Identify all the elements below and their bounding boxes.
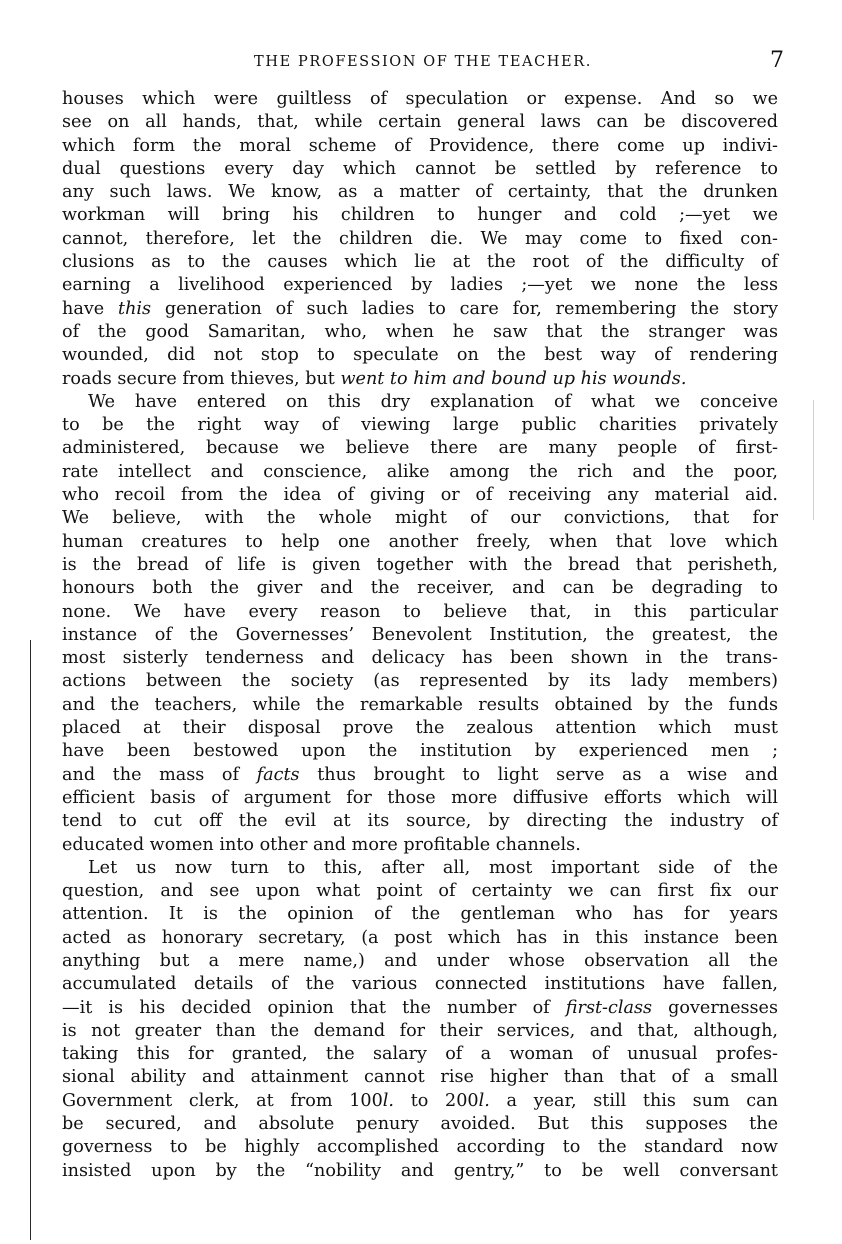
text-line: which form the moral scheme of Providence, there come up indivi- (62, 135, 778, 156)
italic-text: facts (256, 764, 300, 785)
text-line: rate intellect and conscience, alike among the rich and the poor, (62, 461, 778, 482)
text-run: —it is his decided opinion that the number of (62, 997, 566, 1018)
text-line: cannot, therefore, let the children die. We may come to fixed con- (62, 228, 778, 249)
text-run: Government clerk, at from 100 (62, 1090, 383, 1111)
text-line: efficient basis of argument for those more diffusive efforts which will (62, 787, 778, 808)
text-line: houses which were guiltless of speculation or expense. And so we (62, 89, 778, 109)
text-line (62, 368, 778, 391)
text-line: dual questions every day which cannot be settled by reference to (62, 158, 778, 179)
page-header (62, 48, 784, 80)
text-line: taking this for granted, the salary of a woman of unusual profes- (62, 1044, 778, 1065)
text-line (62, 1090, 778, 1113)
text-line: actions between the society (as represented by its lady members) (62, 671, 778, 692)
text-run: governesses (652, 997, 778, 1018)
paragraph (62, 88, 778, 391)
left-margin-rule (30, 640, 31, 1240)
text-run: roads secure from thieves, but (62, 368, 341, 389)
running-head: THE PROFESSION OF THE TEACHER. (254, 54, 592, 70)
text-line: sional ability and attainment cannot rise higher than that of a small (62, 1067, 778, 1088)
text-line: earning a livelihood experienced by ladies ;—yet we none the less (62, 275, 778, 296)
right-margin-mark (813, 400, 814, 520)
text-run: have (62, 298, 118, 319)
text-line: attention. It is the opinion of the gentleman who has for years (62, 904, 778, 925)
text-line: We believe, with the whole might of our convictions, that for (62, 508, 778, 529)
text-line: insisted upon by the “nobility and gentry,” to be well conversant (62, 1160, 778, 1181)
text-line: most sisterly tenderness and delicacy has been shown in the trans- (62, 648, 778, 669)
text-line: tend to cut off the evil at its source, by directing the industry of (62, 811, 778, 832)
text-run: a year, still this sum can (489, 1090, 778, 1111)
text-line: any such laws. We know, as a matter of certainty, that the drunken (62, 182, 778, 203)
text-line: accumulated details of the various connected institutions have fallen, (62, 974, 778, 995)
text-line: instance of the Governesses’ Benevolent Institution, the greatest, the (62, 624, 778, 645)
text-line: placed at their disposal prove the zealous attention which must (62, 718, 778, 739)
text-line: see on all hands, that, while certain general laws can be discovered (62, 112, 778, 133)
text-line: workman will bring his children to hunger and cold ;—yet we (62, 205, 778, 226)
text-line (62, 997, 778, 1020)
text-line: governess to be highly accomplished according to the standard now (62, 1137, 778, 1158)
text-run: to 200 (394, 1090, 479, 1111)
italic-text: went to him and bound up his wounds. (340, 368, 687, 389)
text-line: who recoil from the idea of giving or of receiving any material aid. (62, 485, 778, 506)
text-line: honours both the giver and the receiver, and can be degrading to (62, 578, 778, 599)
text-line: of the good Samaritan, who, when he saw that the stranger was (62, 321, 778, 342)
paragraph (62, 857, 778, 1183)
text-line (62, 298, 778, 321)
text-line: be secured, and absolute penury avoided. But this supposes the (62, 1114, 778, 1135)
italic-text: first-class (565, 997, 653, 1018)
text-line: administered, because we believe there are many people of first- (62, 438, 778, 459)
text-line (62, 764, 778, 787)
text-run: thus brought to light serve as a wise and (299, 764, 778, 785)
italic-text: l. (382, 1090, 395, 1111)
text-line: anything but a mere name,) and under whose observation all the (62, 950, 778, 971)
text-run: generation of such ladies to care for, remembering the story (151, 298, 779, 319)
text-line: educated women into other and more profitable channels. (62, 834, 581, 855)
text-line: and the teachers, while the remarkable results obtained by the funds (62, 694, 778, 715)
text-line: wounded, did not stop to speculate on the best way of rendering (62, 345, 778, 366)
text-line: Let us now turn to this, after all, most important side of the (88, 857, 778, 878)
text-line: none. We have every reason to believe that, in this particular (62, 601, 778, 622)
italic-text: l. (478, 1090, 490, 1111)
body-text (62, 88, 778, 1183)
italic-text: this (118, 298, 152, 319)
text-run: and the mass of (62, 764, 257, 785)
text-line: clusions as to the causes which lie at the root of the difficulty of (62, 252, 778, 273)
text-line: question, and see upon what point of certainty we can first fix our (62, 881, 778, 902)
text-line: human creatures to help one another freely, when that love which (62, 531, 778, 552)
paragraph (62, 391, 778, 857)
text-line: We have entered on this dry explanation of what we conceive (88, 391, 778, 412)
page-number: 7 (770, 48, 784, 73)
text-line: is not greater than the demand for their services, and that, although, (62, 1020, 778, 1041)
text-line: to be the right way of viewing large public charities privately (62, 415, 778, 436)
text-line: have been bestowed upon the institution by experienced men ; (62, 741, 778, 762)
text-line: acted as honorary secretary, (a post which has in this instance been (62, 927, 778, 948)
text-line: is the bread of life is given together with the bread that perisheth, (62, 554, 778, 575)
